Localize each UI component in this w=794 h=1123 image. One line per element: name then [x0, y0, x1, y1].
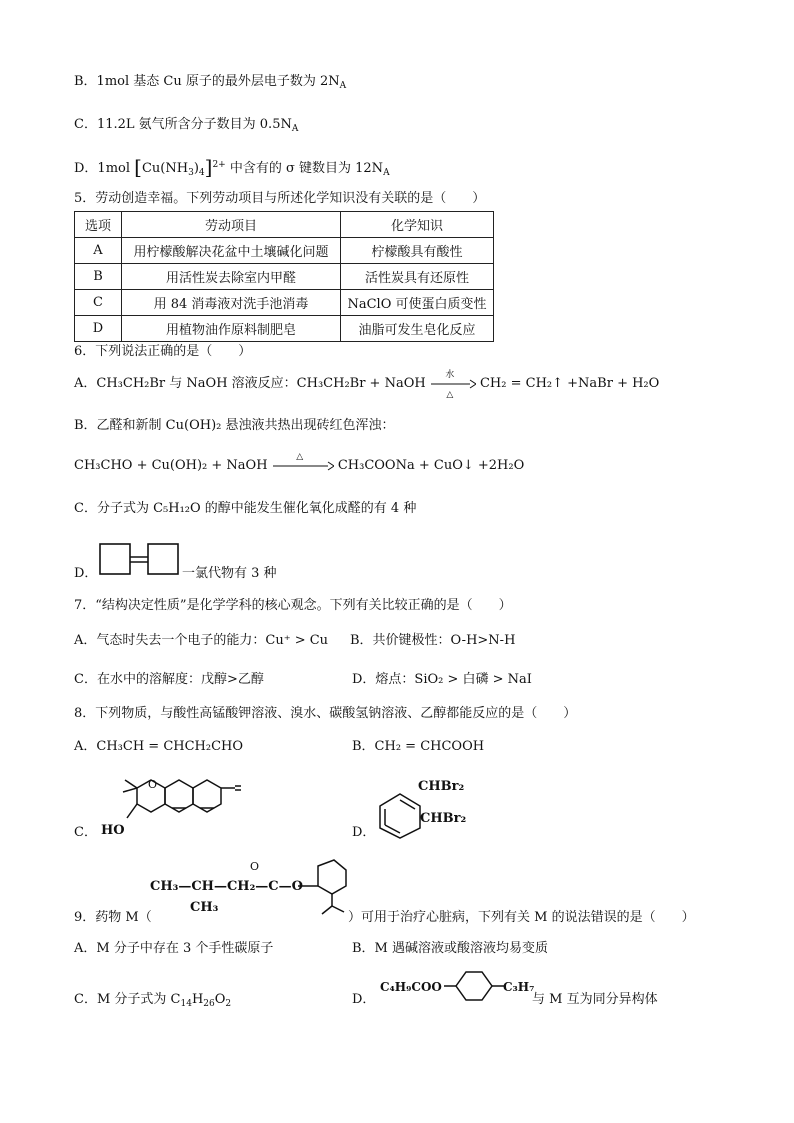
m-structure-chain: CH₃—CH—CH₂—C—O: [150, 879, 303, 894]
q9-option-b: B．M 遇碱溶液或酸溶液均易变质: [352, 941, 548, 956]
table-cell: 用活性炭去除室内甲醛: [122, 264, 341, 290]
q9-d-ester-group: C₄H₉COO: [380, 980, 442, 994]
table-cell: 油脂可发生皂化反应: [341, 316, 494, 342]
table-cell: A: [75, 238, 122, 264]
table-row: [75, 290, 494, 316]
q9-option-d-text: 与 M 互为同分异构体: [532, 992, 658, 1007]
m-structure-methyl: CH₃: [190, 900, 219, 915]
q8-option-c-label: C．: [74, 825, 97, 840]
q7-option-b: B．共价键极性：O-H>N-H: [350, 633, 516, 648]
q8-option-b: B．CH₂ = CHCOOH: [352, 739, 485, 754]
q6-option-b-equation: CH₃CHO + Cu(OH)₂ + NaOH △ CH₃COONa + CuO↓ +2H₂O: [74, 451, 525, 473]
table-cell: D: [75, 316, 122, 342]
table-row: [75, 264, 494, 290]
q6-option-b: B．乙醛和新制 Cu(OH)₂ 悬浊液共热出现砖红色浑浊：: [74, 418, 395, 433]
q6-option-d-label: D．: [74, 566, 98, 581]
coumarin-hydroxyl: HO: [101, 823, 125, 838]
cyclohexane-ring-icon: [442, 966, 506, 1010]
dibromomethyl-group-2: CHBr₂: [420, 811, 467, 826]
table-cell: 柠檬酸具有酸性: [341, 238, 494, 264]
table-header: 劳动项目: [122, 212, 341, 238]
q8-option-a: A．CH₃CH = CHCH₂CHO: [74, 739, 244, 754]
q7-option-a: A．气态时失去一个电子的能力：Cu⁺ > Cu: [74, 633, 329, 648]
table-row: [75, 316, 494, 342]
dibromomethyl-group-1: CHBr₂: [418, 779, 465, 794]
q9-option-d-label: D．: [352, 992, 376, 1007]
q4-option-d: D．1mol $[Cu(NH_3)_4]^{2+}$ 中含有的 σ 键数目为 $12N_A$: [74, 155, 390, 179]
q7-option-c: C．在水中的溶解度：戊醇>乙醇: [74, 672, 264, 687]
table-header: 化学知识: [341, 212, 494, 238]
table-row: [75, 238, 494, 264]
q5-stem: 5．劳动创造幸福。下列劳动项目与所述化学知识没有关联的是（ ）: [74, 191, 486, 206]
table-cell: 用 84 消毒液对洗手池消毒: [122, 290, 341, 316]
table-cell: 活性炭具有还原性: [341, 264, 494, 290]
q6-option-c: C．分子式为 C₅H₁₂O 的醇中能发生催化氧化成醛的有 4 种: [74, 501, 417, 516]
table-cell: 用植物油作原料制肥皂: [122, 316, 341, 342]
bicyclobutylidene-structure-icon: [96, 538, 182, 580]
table-header: 选项: [75, 212, 122, 238]
q9-stem-end: ）可用于治疗心脏病，下列有关 M 的说法错误的是（ ）: [348, 910, 695, 925]
q9-option-a: A．M 分子中存在 3 个手性碳原子: [74, 941, 274, 956]
q7-stem: 7．“结构决定性质”是化学学科的核心观念。下列有关比较正确的是（ ）: [74, 598, 512, 613]
q4-option-c: C．11.2L 氨气所含分子数目为 $0.5N_A$: [74, 117, 299, 134]
q8-option-d-label: D．: [352, 825, 376, 840]
q8-stem: 8．下列物质，与酸性高锰酸钾溶液、溴水、碳酸氢钠溶液、乙醇都能反应的是（ ）: [74, 706, 577, 721]
q6-stem: 6．下列说法正确的是（ ）: [74, 344, 252, 359]
table-cell: NaClO 可使蛋白质变性: [341, 290, 494, 316]
q6-option-a: A．CH₃CH₂Br 与 NaOH 溶液反应：CH₃CH₂Br + NaOH 水 △ CH₂ = CH₂↑ +NaBr + H₂O: [74, 369, 660, 400]
q6-option-d-text: 一氯代物有 3 种: [182, 566, 277, 581]
q7-option-d: D．熔点：SiO₂ > 白磷 > NaI: [352, 672, 532, 687]
table-cell: 用柠檬酸解决花盆中土壤碱化问题: [122, 238, 341, 264]
q9-stem-start: 9．药物 M（: [74, 910, 152, 925]
q9-d-propyl-group: C₃H₇: [503, 980, 535, 994]
table-cell: C: [75, 290, 122, 316]
q4-option-b: B．1mol 基态 Cu 原子的最外层电子数为 $2N_A$: [74, 74, 347, 91]
q9-option-c: C．M 分子式为 $C_{14}H_{26}O_2$: [74, 992, 232, 1009]
reaction-arrow-icon: 水 △: [430, 378, 476, 390]
table-cell: B: [75, 264, 122, 290]
m-carbonyl-oxygen: O: [250, 860, 260, 873]
reaction-arrow-icon: △: [272, 460, 334, 472]
coumarin-oxo: O: [148, 778, 158, 791]
q5-table: [74, 211, 494, 342]
